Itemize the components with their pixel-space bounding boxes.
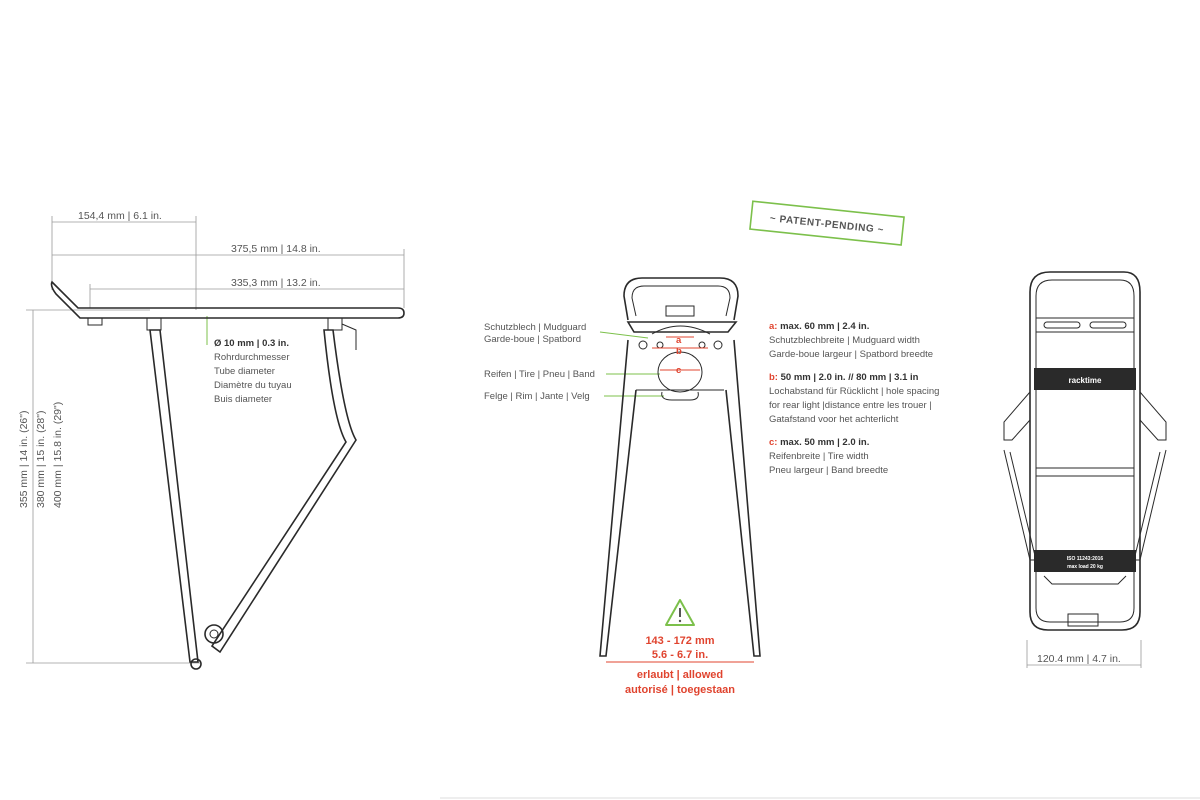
spec-a-heading [769, 321, 869, 332]
spec-b-line-2: for rear light |distance entre les trouer | [769, 400, 932, 411]
spec-c-line-1: Reifenbreite | Tire width [769, 451, 869, 462]
tube-diameter-nl: Buis diameter [214, 394, 273, 405]
dim-letter-a: a [676, 335, 682, 346]
patent-pending-stamp [750, 201, 904, 245]
label-mudguard-1: Schutzblech | Mudguard [484, 322, 587, 333]
spec-c-heading [769, 437, 869, 448]
spec-a-key: a: [769, 321, 778, 332]
tube-diameter-fr: Diamètre du tuyau [214, 380, 292, 391]
spec-b-value: 50 mm | 2.0 in. // 80 mm | 3.1 in [777, 372, 919, 383]
patent-pending-label: ~ PATENT-PENDING ~ [769, 213, 885, 237]
spec-c-value: max. 50 mm | 2.0 in. [777, 437, 870, 448]
allowed-range-mm: 143 - 172 mm [645, 635, 715, 647]
allowed-text-2: autorisé | toegestaan [624, 684, 736, 696]
side-dim-platform: 335,3 mm | 13.2 in. [231, 277, 321, 289]
rear-leader-lines [600, 332, 664, 396]
spec-b-line-3: Gatafstand voor het achterlicht [769, 414, 899, 425]
dim-letter-b: b [676, 346, 682, 357]
rear-view [484, 278, 939, 696]
side-height-26: 355 mm | 14 in. (26") [18, 410, 30, 508]
spec-a-value: max. 60 mm | 2.4 in. [777, 321, 870, 332]
top-view [1004, 272, 1166, 668]
spec-c-key: c: [769, 437, 778, 448]
label-rim: Felge | Rim | Jante | Velg [484, 391, 590, 402]
spec-b-key: b: [769, 372, 778, 383]
allowed-text-1: erlaubt | allowed [636, 669, 724, 681]
side-height-28: 380 mm | 15 in. (28") [35, 410, 47, 508]
plate-line-2: max load 20 kg [1067, 564, 1103, 570]
allowed-range-in: 5.6 - 6.7 in. [651, 649, 709, 661]
side-dimension-lines [26, 216, 404, 663]
brand-label: racktime [1068, 376, 1102, 385]
spec-a-line-2: Garde-boue largeur | Spatbord breedte [769, 349, 934, 360]
spec-b-heading [769, 372, 919, 383]
side-dim-top: 154,4 mm | 6.1 in. [78, 210, 162, 222]
tube-diameter-title: Ø 10 mm | 0.3 in. [214, 338, 289, 349]
spec-a-line-1: Schutzblechbreite | Mudguard width [769, 335, 920, 346]
side-height-29: 400 mm | 15.8 in. (29") [52, 401, 64, 508]
warning-triangle-icon [666, 600, 694, 625]
top-dim-width: 120.4 mm | 4.7 in. [1037, 653, 1121, 665]
tube-diameter-en: Tube diameter [214, 366, 275, 377]
label-tire: Reifen | Tire | Pneu | Band [484, 369, 595, 380]
spec-c-line-2: Pneu largeur | Band breedte [769, 465, 889, 476]
side-view [18, 210, 404, 669]
side-dim-total: 375,5 mm | 14.8 in. [231, 243, 321, 255]
spec-b-line-1: Lochabstand für Rücklicht | hole spacing [769, 386, 940, 397]
top-rack-drawing [1004, 272, 1166, 630]
label-mudguard-2: Garde-boue | Spatbord [484, 334, 582, 345]
tube-diameter-de: Rohrdurchmesser [214, 352, 290, 363]
dim-letter-c: c [676, 365, 682, 376]
plate-line-1: ISO 11243:2016 [1066, 556, 1104, 562]
